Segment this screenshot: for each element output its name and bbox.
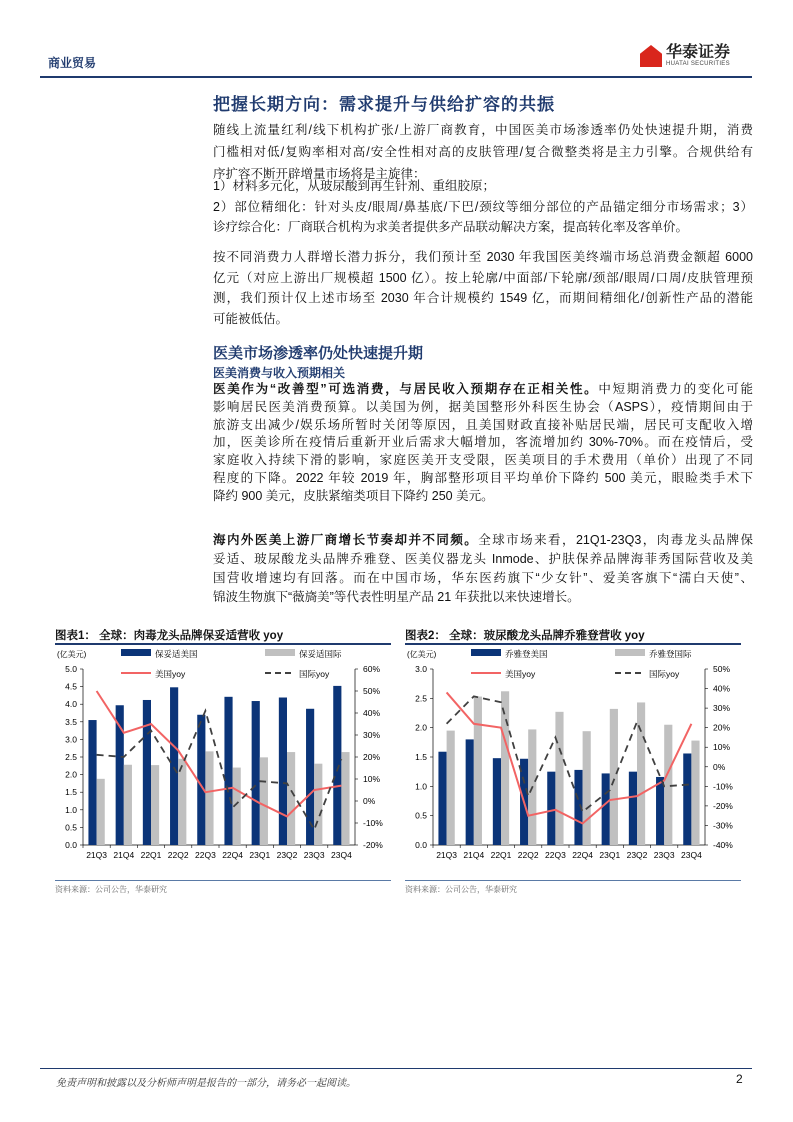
legend-label: 国际yoy xyxy=(299,669,330,679)
section-title: 把握长期方向：需求提升与供给扩容的共振 xyxy=(213,95,555,114)
footer-disclaimer: 免责声明和披露以及分析师声明是报告的一部分，请务必一起阅读。 xyxy=(56,1078,356,1089)
legend-swatch xyxy=(265,649,295,656)
y-tick-label: 1.0 xyxy=(415,781,427,792)
us-yoy-line xyxy=(447,692,692,823)
y-tick-label: 2.5 xyxy=(65,752,77,762)
y2-tick-label: 20% xyxy=(713,722,731,733)
legend-swatch xyxy=(471,649,501,656)
logo-en: HUATAI SECURITIES xyxy=(666,61,730,67)
chart-title: 图表2： 全球：玻尿酸龙头品牌乔雅登营收 yoy xyxy=(405,627,741,645)
logo-mark-icon xyxy=(640,45,662,67)
y-tick-label: 0.0 xyxy=(415,840,427,850)
y2-tick-label: -10% xyxy=(713,781,733,792)
text-line: 可能被低估。 xyxy=(213,311,289,326)
legend-label: 保妥适美国 xyxy=(155,649,198,659)
y2-tick-label: -20% xyxy=(713,800,733,811)
y-tick-label: 3.0 xyxy=(415,664,427,674)
y2-tick-label: 20% xyxy=(363,752,381,762)
intl-yoy-line xyxy=(447,696,692,811)
bar-international xyxy=(287,752,295,845)
bar-us xyxy=(279,698,287,845)
y-tick-label: 0.0 xyxy=(65,840,77,850)
bar-us xyxy=(170,687,178,845)
legend-label: 乔雅登美国 xyxy=(505,649,548,659)
subsection-title: 医美市场渗透率仍处快速提升期 xyxy=(213,345,424,362)
x-tick-label: 23Q3 xyxy=(303,850,325,860)
y-tick-label: 3.5 xyxy=(65,716,77,727)
y-tick-label: 4.5 xyxy=(65,681,77,692)
x-tick-label: 22Q1 xyxy=(490,850,512,860)
y-tick-label: 2.5 xyxy=(415,693,427,704)
bar-international xyxy=(97,779,105,845)
bar-international xyxy=(474,697,482,845)
bar-us xyxy=(224,697,232,845)
bar-international xyxy=(124,765,132,845)
bar-us xyxy=(656,777,664,845)
bar-us xyxy=(143,700,151,845)
chart-botox-plot xyxy=(55,645,391,875)
legend-swatch xyxy=(121,649,151,656)
text-line: 降约 900 美元，皮肤紧缩类项目下降约 250 美元。 xyxy=(213,488,494,503)
x-tick-label: 21Q3 xyxy=(436,850,457,860)
y-tick-label: 2.0 xyxy=(65,769,77,780)
y2-tick-label: 40% xyxy=(713,683,731,694)
text-line: 门槛相对低/复购率相对高/安全性相对高的皮肤管理/复合微整类将是主力引擎。合规供给有 xyxy=(213,145,753,159)
text-line: 加，医美诊所在疫情后重新开业后需求大幅增加，客流增加约 30%-70%。而在疫情后，受 xyxy=(213,435,753,450)
bar-international xyxy=(610,709,618,845)
legend-label: 美国yoy xyxy=(155,669,186,679)
unit-label: (亿美元) xyxy=(57,650,87,659)
y2-tick-label: 0% xyxy=(713,761,726,772)
y2-tick-label: 30% xyxy=(363,730,381,740)
y2-tick-label: -30% xyxy=(713,820,733,831)
text-span: 中短期消费力的变化可能 xyxy=(598,382,753,396)
section-label: 商业贸易 xyxy=(48,56,97,70)
y2-tick-label: 50% xyxy=(713,664,731,674)
y-tick-label: 1.5 xyxy=(65,787,77,798)
chart-botox xyxy=(55,627,391,895)
bar-us xyxy=(547,772,555,845)
bar-us xyxy=(602,773,610,845)
bar-international xyxy=(341,752,349,845)
y2-tick-label: -10% xyxy=(363,818,383,828)
text-line: 影响居民医美消费预算。以美国为例，据美国整形外科医生协会（ASPS），疫情期间由于 xyxy=(213,399,753,414)
chart-juvederm-plot xyxy=(405,645,741,875)
x-tick-label: 23Q3 xyxy=(653,850,675,860)
bar-international xyxy=(691,741,699,845)
bar-us xyxy=(306,709,314,845)
y2-tick-label: 30% xyxy=(713,703,731,714)
y2-tick-label: 50% xyxy=(363,686,381,696)
x-tick-label: 22Q2 xyxy=(167,850,189,860)
paragraph-consumption xyxy=(213,381,753,506)
legend-label: 保妥适国际 xyxy=(299,649,342,659)
x-tick-label: 22Q4 xyxy=(222,850,243,860)
huatai-logo xyxy=(640,45,730,67)
x-tick-label: 23Q2 xyxy=(276,850,298,860)
x-tick-label: 21Q4 xyxy=(463,850,485,860)
text-span: 全球市场来看，21Q1-23Q3，肉毒龙头品牌保 xyxy=(478,533,753,547)
paragraph-upstream xyxy=(213,531,753,607)
legend-label: 美国yoy xyxy=(505,669,536,679)
x-tick-label: 23Q2 xyxy=(626,850,648,860)
subsubsection-title: 医美消费与收入预期相关 xyxy=(213,366,346,380)
text-line: 国营收增速均有回落。而在中国市场，华东医药旗下“少女针”、爱美客旗下“濡白天使”、 xyxy=(213,571,753,585)
footer-divider xyxy=(40,1068,752,1069)
bar-international xyxy=(260,757,268,845)
x-tick-label: 23Q1 xyxy=(249,850,271,860)
lead-sentence: 海内外医美上游厂商增长节奏却并不同频。 xyxy=(213,533,479,547)
y-tick-label: 0.5 xyxy=(415,810,427,821)
text-line: 锦波生物旗下“薇旖美”等代表性明星产品 21 年获批以来快速增长。 xyxy=(213,590,580,604)
text-line: 随线上流量红利/线下机构扩张/上游厂商教育，中国医美市场渗透率仍处快速提升期，消费 xyxy=(213,123,753,137)
y2-tick-label: 10% xyxy=(363,774,381,784)
y2-tick-label: 0% xyxy=(363,796,376,806)
trend-list xyxy=(213,176,753,238)
bar-us xyxy=(88,720,96,845)
list-item: 2）部位精细化：针对头皮/眼周/鼻基底/下巴/颈纹等细分部位的产品锚定细分市场需求；3） xyxy=(213,199,753,214)
header-divider xyxy=(40,76,752,78)
y2-tick-label: 40% xyxy=(363,708,381,718)
x-tick-label: 21Q4 xyxy=(113,850,135,860)
legend-label: 国际yoy xyxy=(649,669,680,679)
chart-source: 资料来源：公司公告，华泰研究 xyxy=(405,880,741,895)
page-number: 2 xyxy=(736,1072,743,1086)
text-line: 序扩容不断开辟增量市场将是主旋律： xyxy=(213,167,426,181)
text-line: 亿元（对应上游出厂规模超 1500 亿）。按上轮廓/中面部/下轮廓/颈部/眼周/口周/皮肤管理预 xyxy=(213,270,753,285)
x-tick-label: 22Q4 xyxy=(572,850,593,860)
text-line: 程度的下降。2022 年较 2019 年，胸部整形项目平均单价下降约 500 美元，眼睑类手术下 xyxy=(213,470,753,485)
bar-international xyxy=(447,731,455,845)
legend-label: 乔雅登国际 xyxy=(649,649,692,659)
bar-international xyxy=(205,751,213,845)
bar-us xyxy=(333,686,341,845)
y2-tick-label: 60% xyxy=(363,664,381,674)
bar-us xyxy=(252,701,260,845)
bar-international xyxy=(151,765,159,845)
bar-international xyxy=(501,691,509,845)
list-item: 诊疗综合化：厂商联合机构为求美者提供多产品联动解决方案，提高转化率及客单价。 xyxy=(213,220,689,234)
y2-tick-label: -20% xyxy=(363,840,383,850)
x-tick-label: 23Q4 xyxy=(681,850,702,860)
x-tick-label: 22Q1 xyxy=(140,850,162,860)
bar-us xyxy=(629,772,637,845)
legend-swatch xyxy=(615,649,645,656)
paragraph-forecast xyxy=(213,247,753,329)
y-tick-label: 0.5 xyxy=(65,822,77,833)
bar-us xyxy=(466,739,474,845)
y-tick-label: 5.0 xyxy=(65,664,77,674)
bar-international xyxy=(583,731,591,845)
y-tick-label: 4.0 xyxy=(65,699,77,710)
y-tick-label: 3.0 xyxy=(65,734,77,745)
bar-international xyxy=(664,725,672,845)
text-line: 妥适、玻尿酸龙头品牌乔雅登、医美仪器龙头 Inmode、护肤保养品牌海菲秀国际营收及美 xyxy=(213,552,753,566)
bar-international xyxy=(637,702,645,845)
x-tick-label: 23Q1 xyxy=(599,850,621,860)
bar-international xyxy=(314,764,322,845)
y-tick-label: 2.0 xyxy=(415,722,427,733)
y2-tick-label: 10% xyxy=(713,742,731,753)
x-tick-label: 22Q2 xyxy=(517,850,539,860)
text-line: 家庭收入持续下滑的影响，家庭医美开支受限，医美项目的手术费用（单价）出现了不同 xyxy=(213,453,753,468)
y-tick-label: 1.5 xyxy=(415,752,427,762)
lead-sentence: 医美作为“改善型”可选消费，与居民收入预期存在正相关性。 xyxy=(213,382,599,396)
intl-yoy-line xyxy=(97,711,342,830)
x-tick-label: 21Q3 xyxy=(86,850,107,860)
bar-us xyxy=(683,753,691,845)
text-line: 旅游支出减少/娱乐场所暂时关闭等原因，且美国财政直接补贴居民端，居民可支配收入增 xyxy=(213,417,753,432)
text-line: 按不同消费力人群增长潜力拆分，我们预计至 2030 年我国医美终端市场总消费金额超 6000 xyxy=(213,250,753,264)
x-tick-label: 22Q3 xyxy=(195,850,216,860)
chart-title: 图表1： 全球：肉毒龙头品牌保妥适营收 yoy xyxy=(55,627,391,645)
bar-international xyxy=(555,712,563,845)
y2-tick-label: -40% xyxy=(713,840,733,850)
text-line: 测，我们预计仅上述市场至 2030 年合计规模约 1549 亿，而期间精细化/创新性产品的潜能 xyxy=(213,291,753,305)
x-tick-label: 22Q3 xyxy=(545,850,566,860)
unit-label: (亿美元) xyxy=(407,650,437,659)
us-yoy-line xyxy=(97,691,342,816)
y-tick-label: 1.0 xyxy=(65,804,77,815)
chart-source: 资料来源：公司公告，华泰研究 xyxy=(55,880,391,895)
logo-cn: 华泰证券 xyxy=(666,44,731,61)
bar-us xyxy=(438,752,446,845)
chart-juvederm xyxy=(405,627,741,895)
x-tick-label: 23Q4 xyxy=(331,850,352,860)
bar-us xyxy=(493,758,501,845)
list-item: 1）材料多元化，从玻尿酸到再生针剂、重组胶原； xyxy=(213,179,495,193)
